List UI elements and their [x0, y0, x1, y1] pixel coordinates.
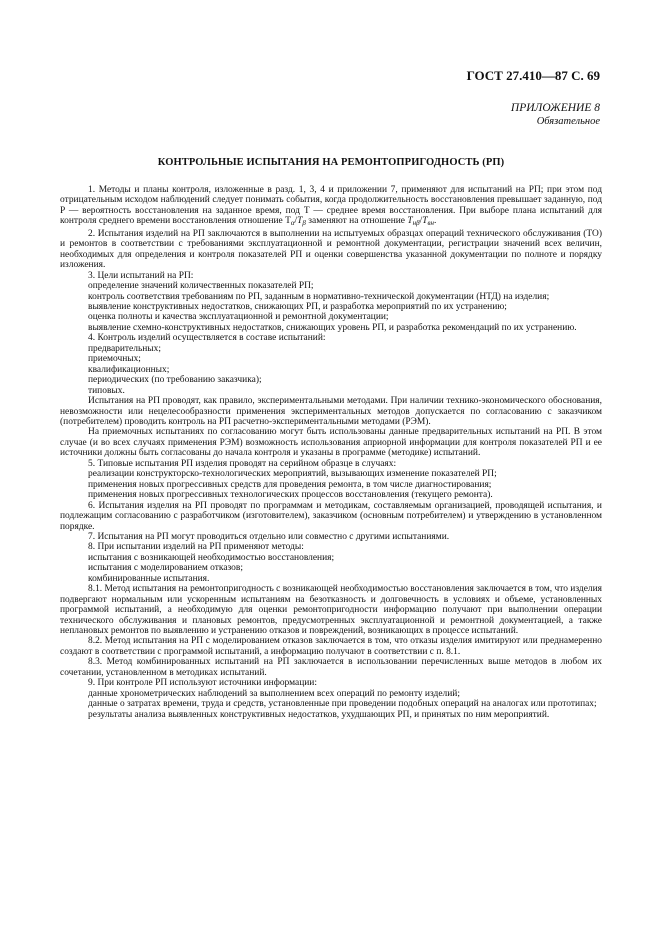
paragraph-text: На приемочных испытаниях по согласованию могут быть использованы данные предварительных испытаний на РП. В этом случае (и во всех случаях применения РЭМ) возможность использования априорной информации для контроля показателей РП и ее источники должны быть согласованы до начала контроля и указаны в программе (методике) испытаний.	[60, 427, 602, 459]
formula-part: /	[294, 216, 298, 227]
formula-part: T	[407, 216, 413, 227]
paragraph	[60, 584, 602, 636]
paragraph-text: оценка полноты и качества эксплуатационной и ремонтной документации;	[88, 312, 389, 323]
paragraph-text: типовых.	[88, 385, 125, 396]
paragraph-text: 6. Испытания изделия на РП проводят по программам и методикам, составляемым организацией, проводящей испытания, и подлежащим согласованию с разработчиком (изготовителем), заказчиком (основным потребителем) и утверждению в установленном порядке.	[60, 500, 602, 532]
paragraph-text: 7. Испытания на РП могут проводиться отдельно или совместно с другими испытаниями.	[88, 531, 450, 542]
paragraph-text: 8. При испытании изделий на РП применяют методы:	[88, 542, 304, 553]
paragraph-text: 2. Испытания изделий на РП заключаются в выполнении на испытуемых образцах операций технического обслуживания (ТО) и ремонтов в соответствии с требованиями эксплуатационной и ремонтной документации, регистрации значений всех величин, необходимых для определения и контроля показателей РП и оценки совершенства указанной документации по полноте и порядку изложения.	[60, 228, 602, 271]
paragraph	[60, 396, 602, 427]
paragraph	[60, 229, 602, 271]
paragraph-text: применения новых прогрессивных технологических процессов восстановления (текущего ремонта).	[88, 490, 493, 501]
paragraph	[60, 553, 602, 563]
formula-part: .	[433, 216, 437, 227]
paragraph	[60, 699, 602, 709]
paragraph-text: 5. Типовые испытания РП изделия проводят на серийном образце в случаях:	[88, 458, 397, 469]
formula-part: вн	[427, 219, 434, 228]
formula-part: /	[419, 216, 423, 227]
paragraph	[60, 302, 602, 312]
paragraph	[60, 501, 602, 532]
paragraph	[60, 710, 602, 720]
paragraph	[60, 574, 602, 584]
paragraph-text: периодических (по требованию заказчика);	[88, 375, 262, 386]
formula-part: нβ	[412, 219, 420, 228]
formula-part: T	[297, 216, 303, 227]
paragraph-text: 8.3. Метод комбинированных испытаний на РП заключается в использовании перечисленных выше методов в любом их сочетании, установленном в методиках испытаний.	[60, 657, 602, 678]
paragraph	[60, 386, 602, 396]
paragraph-text: результаты анализа выявленных конструктивных недостатков, ухудшающих РП, и принятых по ним мероприятий.	[88, 709, 550, 720]
paragraph	[60, 333, 602, 343]
paragraph-text: выявление конструктивных недостатков, снижающих РП, и разработка мероприятий по их устранению;	[88, 301, 507, 312]
paragraph-text: квалификационных;	[88, 364, 170, 375]
paragraph	[60, 542, 602, 552]
paragraph-text: реализации конструкторско-технологических мероприятий, вызывающих изменение показателей РП;	[88, 469, 497, 480]
paragraph	[60, 490, 602, 500]
paragraph	[60, 323, 602, 333]
paragraph	[60, 271, 602, 281]
paragraph-text: 1. Методы и планы контроля, изложенные в разд. 1, 3, 4 и приложении 7, применяют для испытаний на РП; при этом под отрицательным исходом наблюдений следует понимать события, когда продолжительность восстановления превышает заданную, под P — вероятность восстановления на заданное время, под T — среднее время восстановления. При выборе плана испытаний для контроля среднего времени восстановления отношение T	[60, 185, 602, 227]
paragraph-text: испытания с возникающей необходимостью восстановления;	[88, 552, 335, 563]
paragraph-text: 3. Цели испытаний на РП:	[88, 270, 194, 281]
paragraph-text: Испытания на РП проводят, как правило, экспериментальными методами. При наличии технико-экономического обоснования, невозможности или нецелесообразности применения экспериментальных методов допускается по согласованию с заказчиком (потребителем) проводить контроль на РП расчетно-экспериментальными методами (РЭМ).	[60, 396, 602, 427]
paragraph-text: предварительных;	[88, 343, 161, 354]
paragraph	[60, 281, 602, 291]
paragraph	[60, 532, 602, 542]
paragraph-text: применения новых прогрессивных средств для проведения ремонта, в том числе диагностирования;	[88, 479, 492, 490]
paragraph	[60, 312, 602, 322]
body-text	[60, 185, 602, 720]
paragraph-text: испытания с моделированием отказов;	[88, 563, 243, 574]
paragraph	[60, 354, 602, 364]
page-header: ГОСТ 27.410—87 С. 69	[466, 68, 600, 83]
paragraph	[60, 365, 602, 375]
paragraph	[60, 427, 602, 458]
paragraph-text: приемочных;	[88, 354, 141, 365]
paragraph	[60, 459, 602, 469]
paragraph	[60, 678, 602, 688]
paragraph-text: 9. При контроле РП используют источники информации:	[88, 678, 317, 689]
paragraph-text: 4. Контроль изделий осуществляется в составе испытаний:	[88, 333, 326, 344]
paragraph	[60, 563, 602, 573]
appendix-status: Обязательное	[536, 116, 600, 127]
section-title: КОНТРОЛЬНЫЕ ИСПЫТАНИЯ НА РЕМОНТОПРИГОДНОСТЬ (РП)	[157, 157, 505, 168]
paragraph-text: данные хронометрических наблюдений за выполнением всех операций по ремонту изделий;	[88, 688, 460, 699]
paragraph	[60, 292, 602, 302]
paragraph	[60, 375, 602, 385]
formula-part: T	[422, 216, 428, 227]
paragraph	[60, 636, 602, 657]
paragraph-text: контроль соответствия требованиям по РП, заданным в нормативно-технической документации (НТД) на изделия;	[88, 291, 550, 302]
paragraph	[60, 689, 602, 699]
appendix-block	[511, 102, 600, 128]
formula-part: α	[290, 219, 295, 228]
paragraph	[60, 469, 602, 479]
appendix-label: ПРИЛОЖЕНИЕ 8	[510, 102, 600, 114]
paragraph-text: определение значений количественных показателей РП;	[88, 281, 314, 292]
paragraph-text: комбинированные испытания.	[88, 573, 210, 584]
paragraph-text: 8.1. Метод испытания на ремонтопригодность с возникающей необходимостью восстановления заключается в том, что изделия подвергают нормальным или ускоренным испытаниям на безотказность и долговечность в условиях и объеме, установленных программой испытаний, а необходимую для оценки ремонтопригодности информацию получают при выполнении операции технического обслуживания и плановых ремонтов, предусмотренных эксплуатационной и ремонтной документацией, а также неплановых ремонтов по выявлению и устранению отказов и повреждений, возникающих в процессе испытаний.	[60, 584, 602, 637]
paragraph	[60, 344, 602, 354]
paragraph	[60, 480, 602, 490]
paragraph	[60, 657, 602, 678]
paragraph-text: 8.2. Метод испытания на РП с моделированием отказов заключается в том, что отказы изделия имитируют или преднамеренно создают в соответствии с программой испытаний, а информацию получают в соответствии с п. 8.1.	[60, 636, 602, 657]
paragraph-text: данные о затратах времени, труда и средств, установленные при проведении подобных операций на аналогах или прототипах;	[88, 699, 597, 710]
paragraph	[60, 185, 602, 229]
formula-part: β	[302, 219, 306, 228]
paragraph-text: выявление схемно-конструктивных недостатков, снижающих уровень РП, и разработка рекомендаций по их устранению.	[88, 322, 577, 333]
formula-part: заменяют на отношение	[308, 216, 405, 227]
